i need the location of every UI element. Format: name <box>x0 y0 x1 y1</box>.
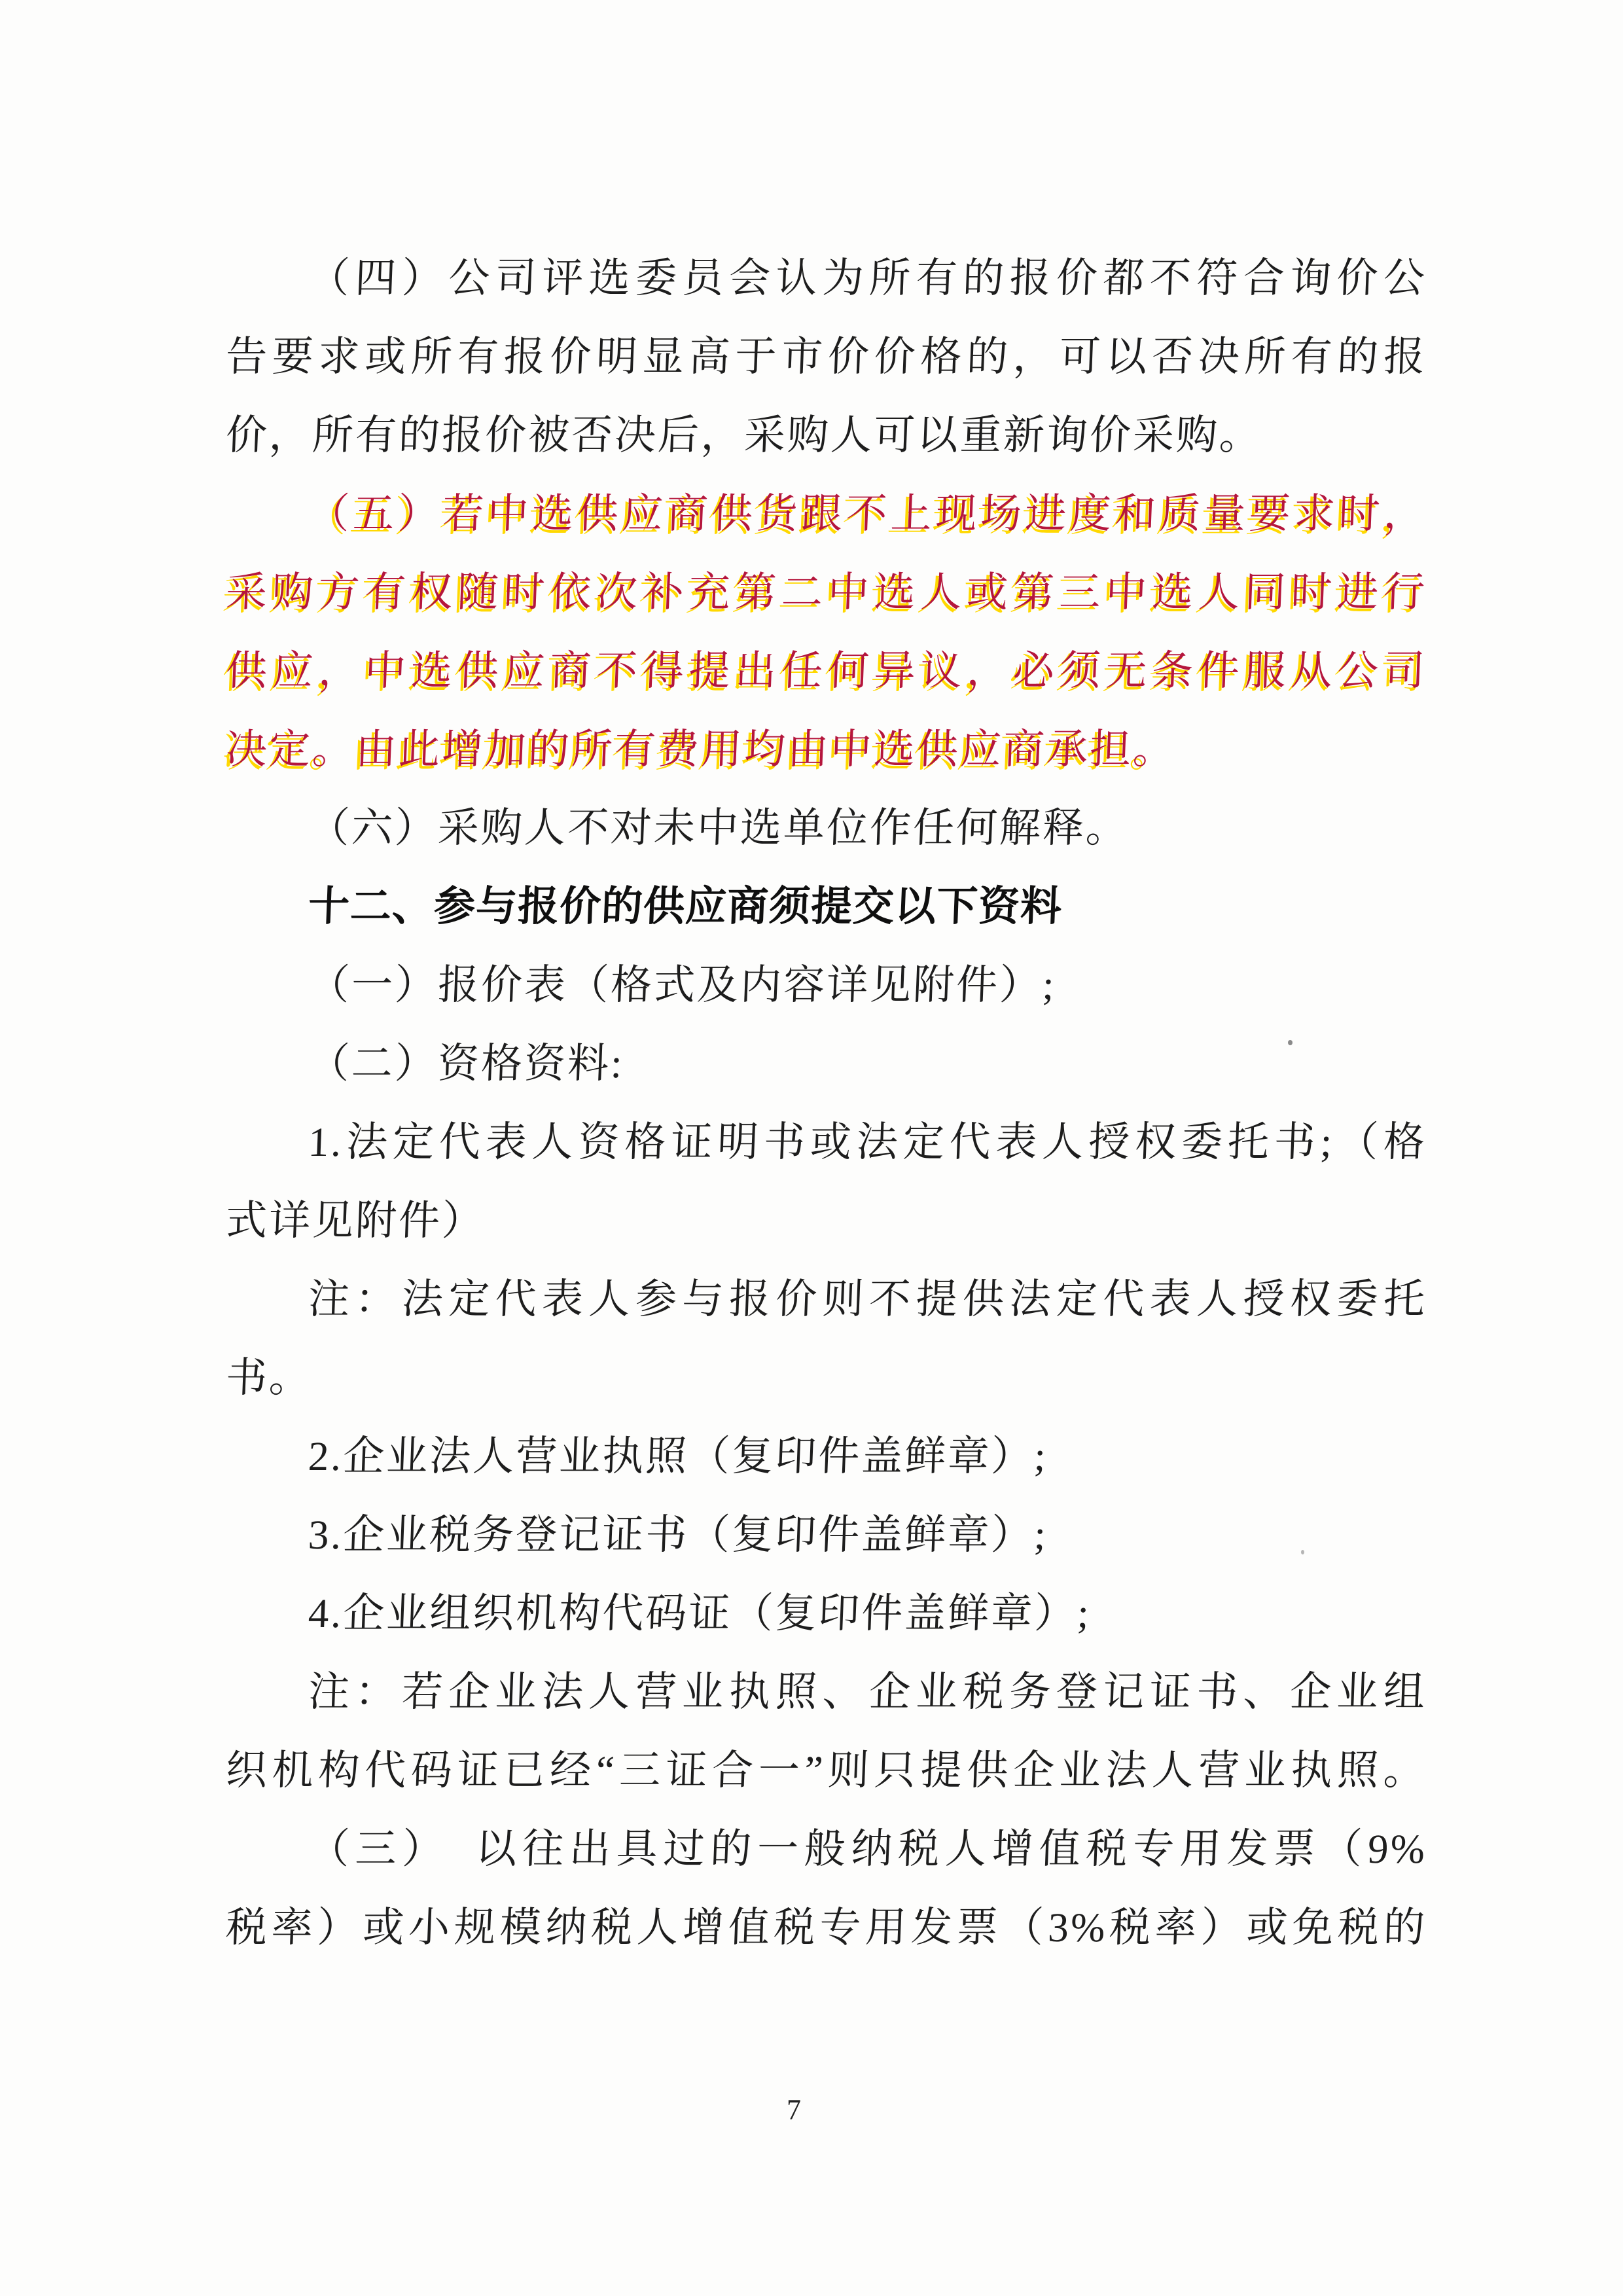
qual-4-org-code: 4.企业组织机构代码证（复印件盖鲜章）; <box>307 1590 1092 1636</box>
note-2-line-2: 织机构代码证已经“三证合一”则只提供企业法人营业执照。 <box>224 1748 1428 1793</box>
qual-3-tax-certificate: 3.企业税务登记证书（复印件盖鲜章）; <box>307 1512 1049 1558</box>
scan-artifact-speck <box>1301 1550 1304 1554</box>
document-text-block <box>226 239 1427 1967</box>
para5-red-line-3: 供应，中选供应商不得提出任何异议，必须无条件服从公司 <box>224 648 1428 694</box>
section-12-heading: 十二、参与报价的供应商须提交以下资料 <box>307 884 1063 929</box>
scan-artifact-speck <box>1288 1040 1293 1045</box>
item-3-invoice-line-1: （三） 以往出具过的一般纳税人增值税专用发票（9% <box>307 1826 1428 1872</box>
item-1-quote-sheet: （一）报价表（格式及内容详见附件）; <box>307 962 1057 1008</box>
item-2-qualification: （二）资格资料: <box>307 1041 625 1086</box>
para4-line-1: （四）公司评选委员会认为所有的报价都不符合询价公 <box>307 255 1428 301</box>
note-1-line-1: 注：法定代表人参与报价则不提供法定代表人授权委托 <box>307 1276 1428 1322</box>
item-3-invoice-line-2: 税率）或小规模纳税人增值税专用发票（3%税率）或免税的 <box>224 1905 1428 1950</box>
qual-1-line-2: 式详见附件） <box>224 1198 486 1244</box>
qual-1-line-1: 1.法定代表人资格证明书或法定代表人授权委托书;（格 <box>307 1119 1428 1165</box>
note-2-line-1: 注：若企业法人营业执照、企业税务登记证书、企业组 <box>307 1669 1428 1715</box>
para6-line: （六）采购人不对未中选单位作任何解释。 <box>307 805 1130 851</box>
page-number: 7 <box>787 2094 801 2126</box>
qual-2-business-license: 2.企业法人营业执照（复印件盖鲜章）; <box>307 1433 1049 1479</box>
para5-red-line-1: （五）若中选供应商供货跟不上现场进度和质量要求时， <box>307 491 1428 537</box>
para5-red-line-2: 采购方有权随时依次补充第二中选人或第三中选人同时进行 <box>224 569 1428 615</box>
para4-line-3: 价，所有的报价被否决后，采购人可以重新询价采购。 <box>224 412 1264 458</box>
note-1-line-2: 书。 <box>224 1355 313 1401</box>
para5-red-line-4: 决定。由此增加的所有费用均由中选供应商承担。 <box>224 726 1177 772</box>
para4-line-2: 告要求或所有报价明显高于市价价格的，可以否决所有的报 <box>224 334 1428 380</box>
